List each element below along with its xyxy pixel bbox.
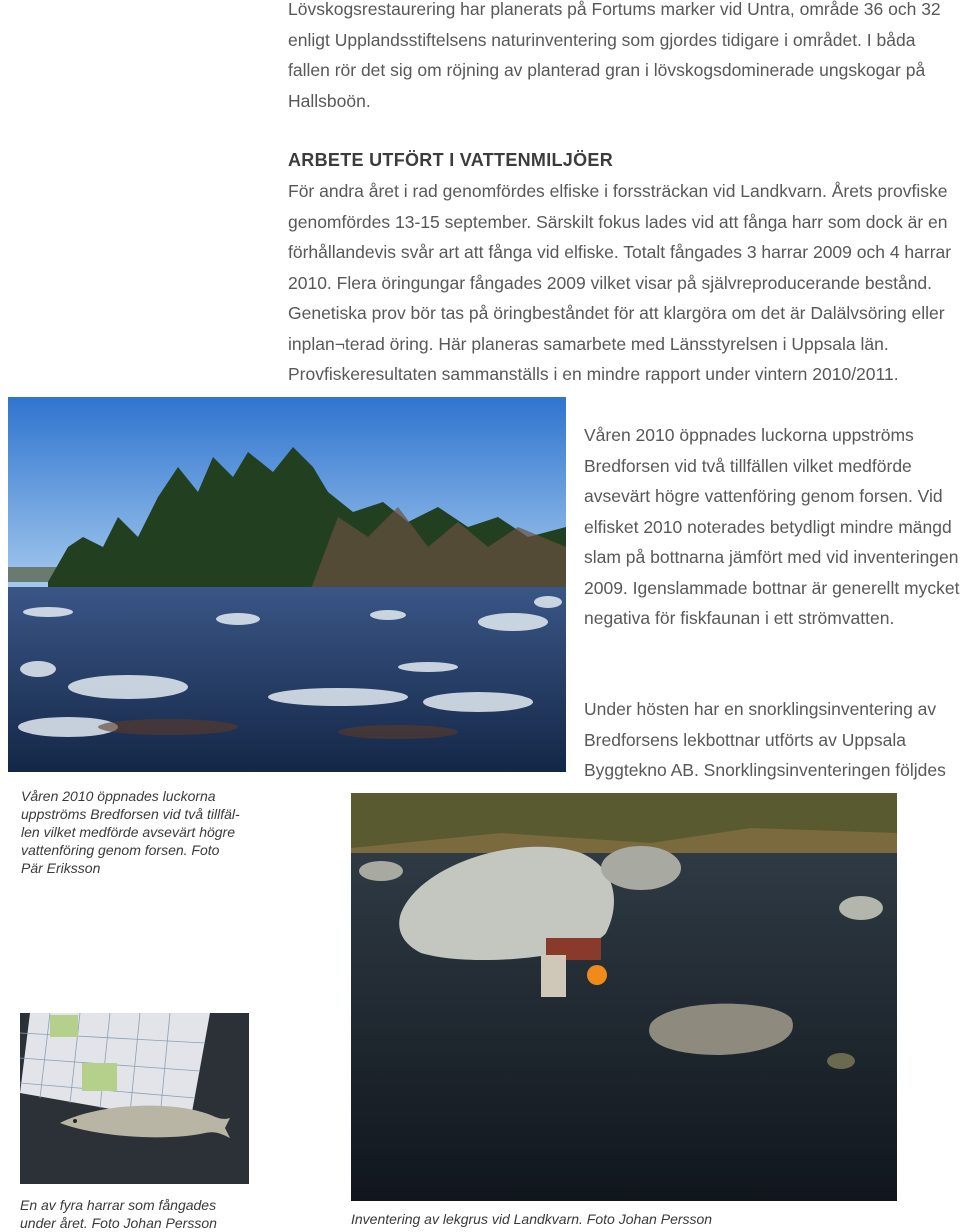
rapids-photo-illustration: [8, 397, 566, 772]
gravel-photo-illustration: [351, 793, 897, 1201]
section-heading: ARBETE UTFÖRT I VATTENMILJÖER: [288, 150, 614, 170]
grayling-photo: [20, 1013, 249, 1184]
gravel-caption: Inventering av lekgrus vid Landkvarn. Foto Johan Persson: [351, 1211, 713, 1227]
rapids-photo: [8, 397, 566, 772]
right-paragraph-1: Våren 2010 öppnades luckorna uppströms Bredforsen vid två tillfällen vilket medförde avsevärt högre vattenföring genom forsen. Vid elfisket 2010 noterades betydligt mindre mängd slam på bottnarna jämfört med vid inventeringen 2009. Igenslammade bottnar är generellt mycket negativa för fiskfaunan i ett strömvatten.: [584, 425, 960, 628]
grayling-caption: En av fyra harrar som fångades under året. Foto Johan Persson: [20, 1197, 217, 1231]
right-paragraph-2: Under hösten har en snorklingsinventering av Bredforsens lekbottnar utförts av Uppsala Byggtekno AB. Snorklingsinventeringen följdes: [584, 699, 946, 780]
grayling-photo-illustration: [20, 1013, 249, 1184]
section-body: För andra året i rad genomfördes elfiske i forssträckan vid Landkvarn. Årets provfiske genomfördes 13-15 september. Särskilt fokus lades vid att fånga harr som dock är en förhållandevis svår art att fånga vid elfiske. Totalt fångades 3 harrar 2009 och 4 harrar 2010. Flera öringungar fångades 2009 vilket visar på självreproducerande bestånd. Genetiska prov bör tas på öringbeståndet för att klargöra om det är Dalälvsöring eller inplan¬terad öring. Här planeras samarbete med Länsstyrelsen i Uppsala län. Provfiskeresultaten sammanställs i en mindre rapport under vintern 2010/2011.: [288, 181, 952, 384]
intro-paragraph: Lövskogsrestaurering har planerats på Fortums marker vid Untra, område 36 och 32 enligt Upplandsstiftelsens naturinventering som gjordes tidigare i området. I båda fallen rör det sig om röjning av planterad gran i lövskogsdominerade ungskogar på Hallsboön.: [288, 0, 941, 111]
rapids-caption: Våren 2010 öppnades luckorna uppströms Bredforsen vid två tillfällen vilket medförde avsevärt högre vattenföring genom forsen. Foto Pär Eriksson: [21, 788, 240, 876]
gravel-inventory-photo: [351, 793, 897, 1201]
